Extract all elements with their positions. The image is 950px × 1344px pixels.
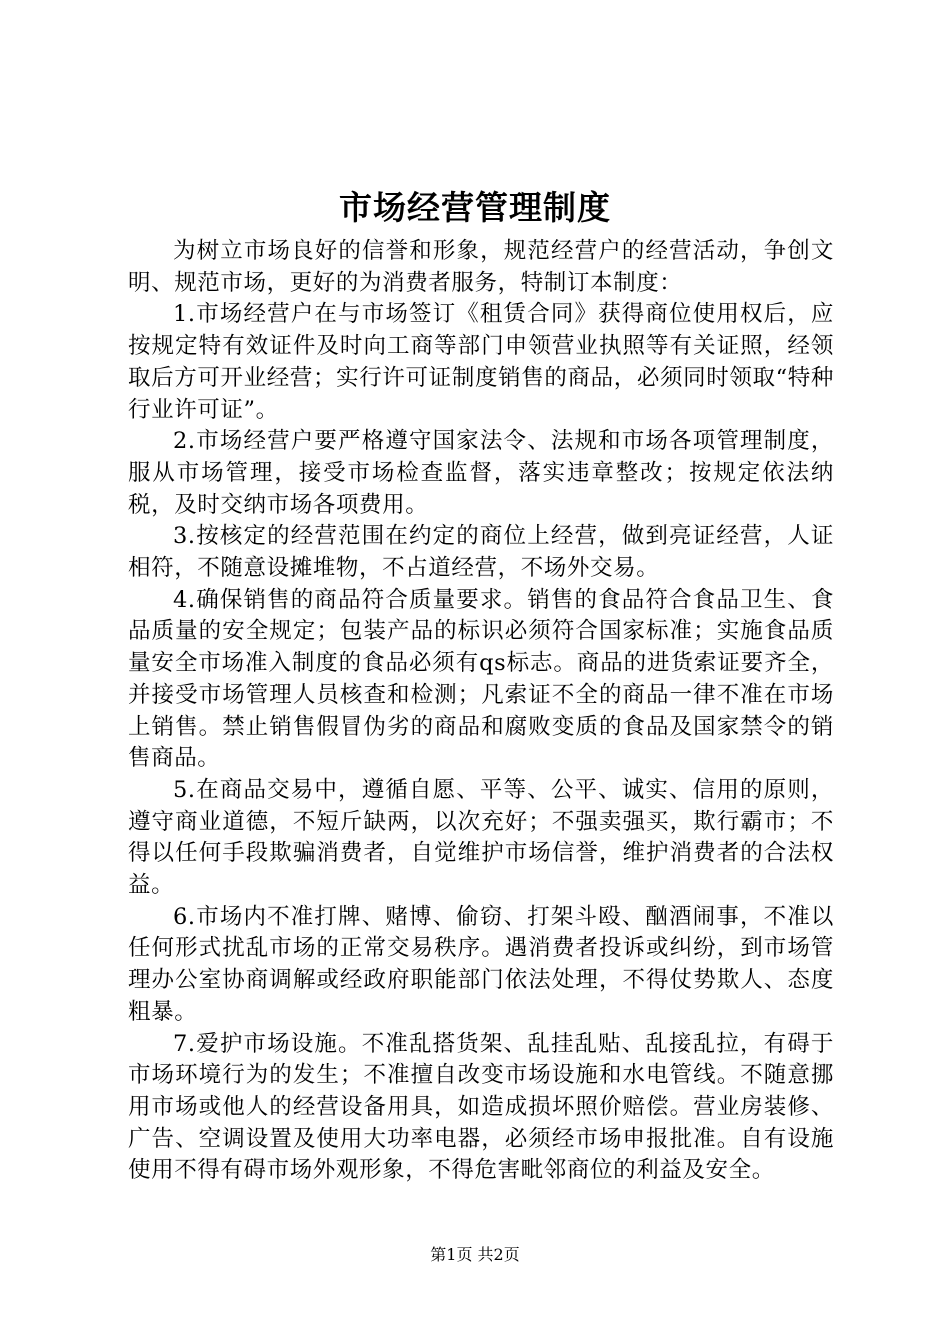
paragraph-item-1: 1.市场经营户在与市场签订《租赁合同》获得商位使用权后，应按规定特有效证件及时向工商等部门申领营业执照等有关证照，经领取后方可开业经营；实行许可证制度销售的商品，必须同时领取“特种行业许可证”。 bbox=[128, 301, 834, 423]
page-number-footer: 第1页 共2页 bbox=[430, 1245, 520, 1264]
paragraph-item-4: 4.确保销售的商品符合质量要求。销售的食品符合食品卫生、食品质量的安全规定；包装产品的标识必须符合国家标准；实施食品质量安全市场准入制度的食品必须有qs标志。商品的进货索证要齐全，并接受市场管理人员核查和检测；凡索证不全的商品一律不准在市场上销售。禁止销售假冒伪劣的商品和腐败变质的食品及国家禁令的销售商品。 bbox=[128, 586, 834, 772]
paragraph-intro: 为树立市场良好的信誉和形象，规范经营户的经营活动，争创文明、规范市场，更好的为消费者服务，特制订本制度： bbox=[128, 238, 834, 296]
document-title: 市场经营管理制度 bbox=[339, 188, 611, 227]
paragraph-item-2: 2.市场经营户要严格遵守国家法令、法规和市场各项管理制度，服从市场管理，接受市场检查监督，落实违章整改；按规定依法纳税，及时交纳市场各项费用。 bbox=[128, 428, 834, 518]
paragraph-item-3: 3.按核定的经营范围在约定的商位上经营，做到亮证经营，人证相符，不随意设摊堆物，不占道经营，不场外交易。 bbox=[128, 523, 834, 582]
document-body bbox=[128, 236, 834, 1187]
paragraph-item-5: 5.在商品交易中，遵循自愿、平等、公平、诚实、信用的原则，遵守商业道德，不短斤缺两，以次充好；不强卖强买，欺行霸市；不得以任何手段欺骗消费者，自觉维护市场信誉，维护消费者的合法权益。 bbox=[128, 776, 834, 899]
paragraph-item-6: 6.市场内不准打牌、赌博、偷窃、打架斗殴、酗酒闹事，不准以任何形式扰乱市场的正常交易秩序。遇消费者投诉或纠纷，到市场管理办公室协商调解或经政府职能部门依法处理，不得仗势欺人、态度粗暴。 bbox=[128, 903, 834, 1025]
paragraph-item-7: 7.爱护市场设施。不准乱搭货架、乱挂乱贴、乱接乱拉，有碍于市场环境行为的发生；不准擅自改变市场设施和水电管线。不随意挪用市场或他人的经营设备用具，如造成损坏照价赔偿。营业房装修、广告、空调设置及使用大功率电器，必须经市场申报批准。自有设施使用不得有碍市场外观形象，不得危害毗邻商位的利益及安全。 bbox=[128, 1030, 834, 1184]
